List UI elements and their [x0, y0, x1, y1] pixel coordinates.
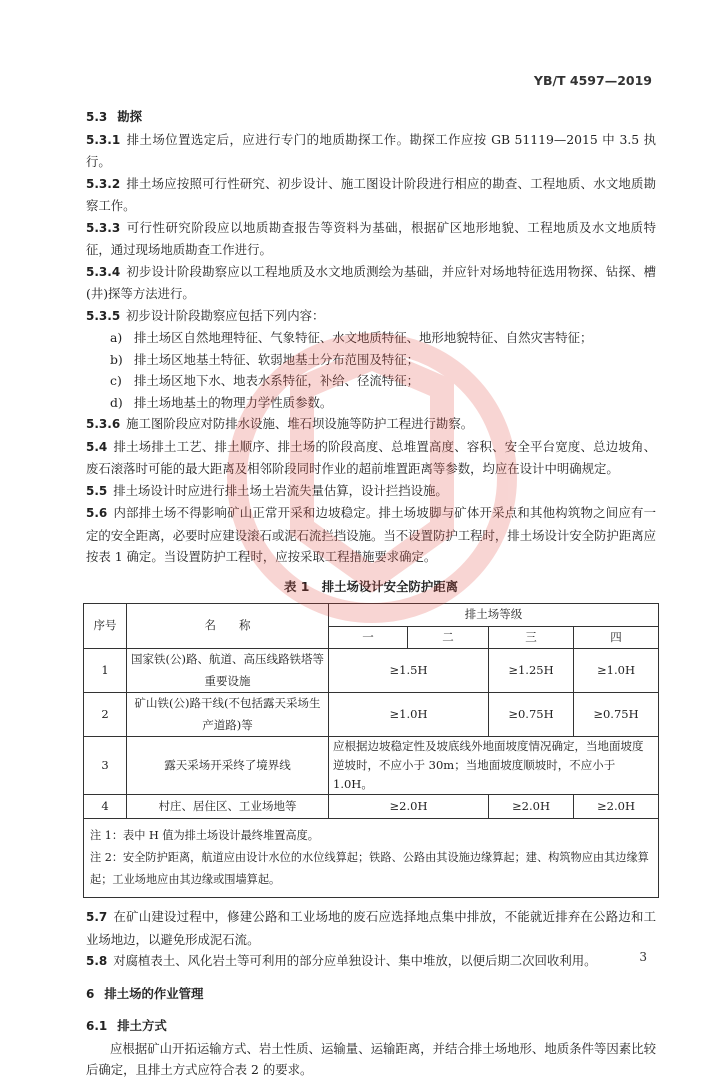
grade-4: 四 — [574, 626, 659, 649]
clause-5-3-4: 5.3.4 初步设计阶段勘察应以工程地质及水文地质测绘为基础，并应针对场地特征选用物探、钻探、槽(井)探等方法进行。 — [86, 263, 656, 301]
section-number: 6 — [86, 986, 95, 1001]
section-5-3-heading — [86, 106, 656, 129]
table-row: 3 露天采场开采终了境界线 应根据边坡稳定性及坡底线外地面坡度情况确定，当地面坡度逆坡时，不应小于 30m；当地面坡度顺坡时，不应小于 1.0H。 — [84, 737, 659, 795]
clause-5-4: 5.4 排土场排土工艺、排土顺序、排土场的阶段高度、总堆置高度、容积、安全平台宽度、总边坡角、废石滚落时可能的最大距离及相邻阶段同时作业的超前堆置距离等参数，均应在设计中明确规定。 — [86, 438, 656, 476]
clause-5-6: 5.6 内部排土场不得影响矿山正常开采和边坡稳定。排土场坡脚与矿体开采点和其他构筑物之间应有一定的安全距离，必要时应建设滚石或泥石流拦挡设施。当不设置防护工程时，排土场设计安全防护距离应按表 1 确定。当设置防护工程时，应按采取工程措施要求确定。 — [86, 505, 656, 564]
list-item: a) 排土场区自然地理特征、气象特征、水文地质特征、地形地貌特征、自然灾害特征； — [110, 330, 593, 345]
section-number: 6.1 — [86, 1019, 108, 1033]
table-row: 2 矿山铁(公)路干线(不包括露天采场生产道路)等 ≥1.0H ≥0.75H ≥0.75H — [84, 693, 659, 737]
table-note-1: 注 1：表中 H 值为排土场设计最终堆置高度。 — [90, 829, 319, 842]
section-6-1-heading — [86, 1015, 656, 1038]
grade-2: 二 — [408, 626, 489, 649]
col-header-name: 名 称 — [127, 604, 329, 649]
col-header-seq: 序号 — [84, 604, 127, 649]
list-item: b) 排土场区地基土特征、软弱地基土分布范围及特征； — [110, 351, 419, 367]
table-notes — [84, 819, 659, 898]
clause-5-7: 5.7 在矿山建设过程中，修建公路和工业场地的废石应选择地点集中排放，不能就近排弃在公路边和工业场地边，以避免形成泥石流。 — [86, 909, 656, 947]
standard-number: YB/T 4597—2019 — [533, 73, 652, 88]
grade-1: 一 — [329, 626, 408, 649]
clause-5-3-3: 5.3.3 可行性研究阶段应以地质勘查报告等资料为基础，根据矿区地形地貌、工程地质及水文地质特征，通过现场地质勘查工作进行。 — [86, 219, 656, 257]
clause-6-1-body: 应根据矿山开拓运输方式、岩土性质、运输量、运输距离，并结合排土场地形、地质条件等因素比较后确定，且排土方式应符合表 2 的要求。 — [86, 1040, 656, 1077]
clause-5-3-1: 5.3.1 排土场位置选定后，应进行专门的地质勘探工作。勘探工作应按 GB 51119—2015 中 3.5 执行。 — [86, 131, 656, 169]
table-note-2: 注 2：安全防护距离，航道应由设计水位的水位线算起；铁路、公路由其设施边缘算起；建、构筑物应由其边缘算起；工业场地应由其边缘或围墙算起。 — [90, 851, 649, 886]
col-header-grade: 排土场等级 — [329, 604, 659, 627]
grade-3: 三 — [489, 626, 574, 649]
table-row: 4 村庄、居住区、工业场地等 ≥2.0H ≥2.0H ≥2.0H — [84, 795, 659, 819]
clause-5-3-2: 5.3.2 排土场应按照可行性研究、初步设计、施工图设计阶段进行相应的勘查、工程地质、水文地质勘察工作。 — [86, 175, 656, 213]
section-title: 排土场的作业管理 — [104, 985, 204, 1001]
clause-5-3-5: 5.3.5 初步设计阶段勘察应包括下列内容： — [86, 307, 325, 323]
section-number: 5.3 — [86, 110, 108, 124]
clause-5-5: 5.5 排土场设计时应进行排土场土岩流失量估算，设计拦挡设施。 — [86, 482, 448, 498]
list-item: d) 排土场地基土的物理力学性质参数。 — [110, 394, 333, 410]
safety-distance-table — [83, 603, 659, 898]
list-item: c) 排土场区地下水、地表水系特征，补给、径流特征； — [110, 373, 419, 388]
table-row: 1 国家铁(公)路、航道、高压线路铁塔等重要设施 ≥1.5H ≥1.25H ≥1.0H — [84, 649, 659, 693]
page-content — [86, 106, 656, 1081]
section-6-heading — [86, 983, 656, 1006]
clause-5-3-6: 5.3.6 施工图阶段应对防排水设施、堆石坝设施等防护工程进行勘察。 — [86, 416, 474, 431]
page-number: 3 — [639, 950, 647, 964]
section-title: 排土方式 — [117, 1018, 167, 1033]
section-title: 勘探 — [117, 109, 142, 124]
table-caption: 表 1 排土场设计安全防护距离 — [283, 578, 458, 594]
clause-5-8: 5.8 对腐植表土、风化岩土等可利用的部分应单独设计、集中堆放，以便后期二次回收利用。 — [86, 953, 597, 968]
